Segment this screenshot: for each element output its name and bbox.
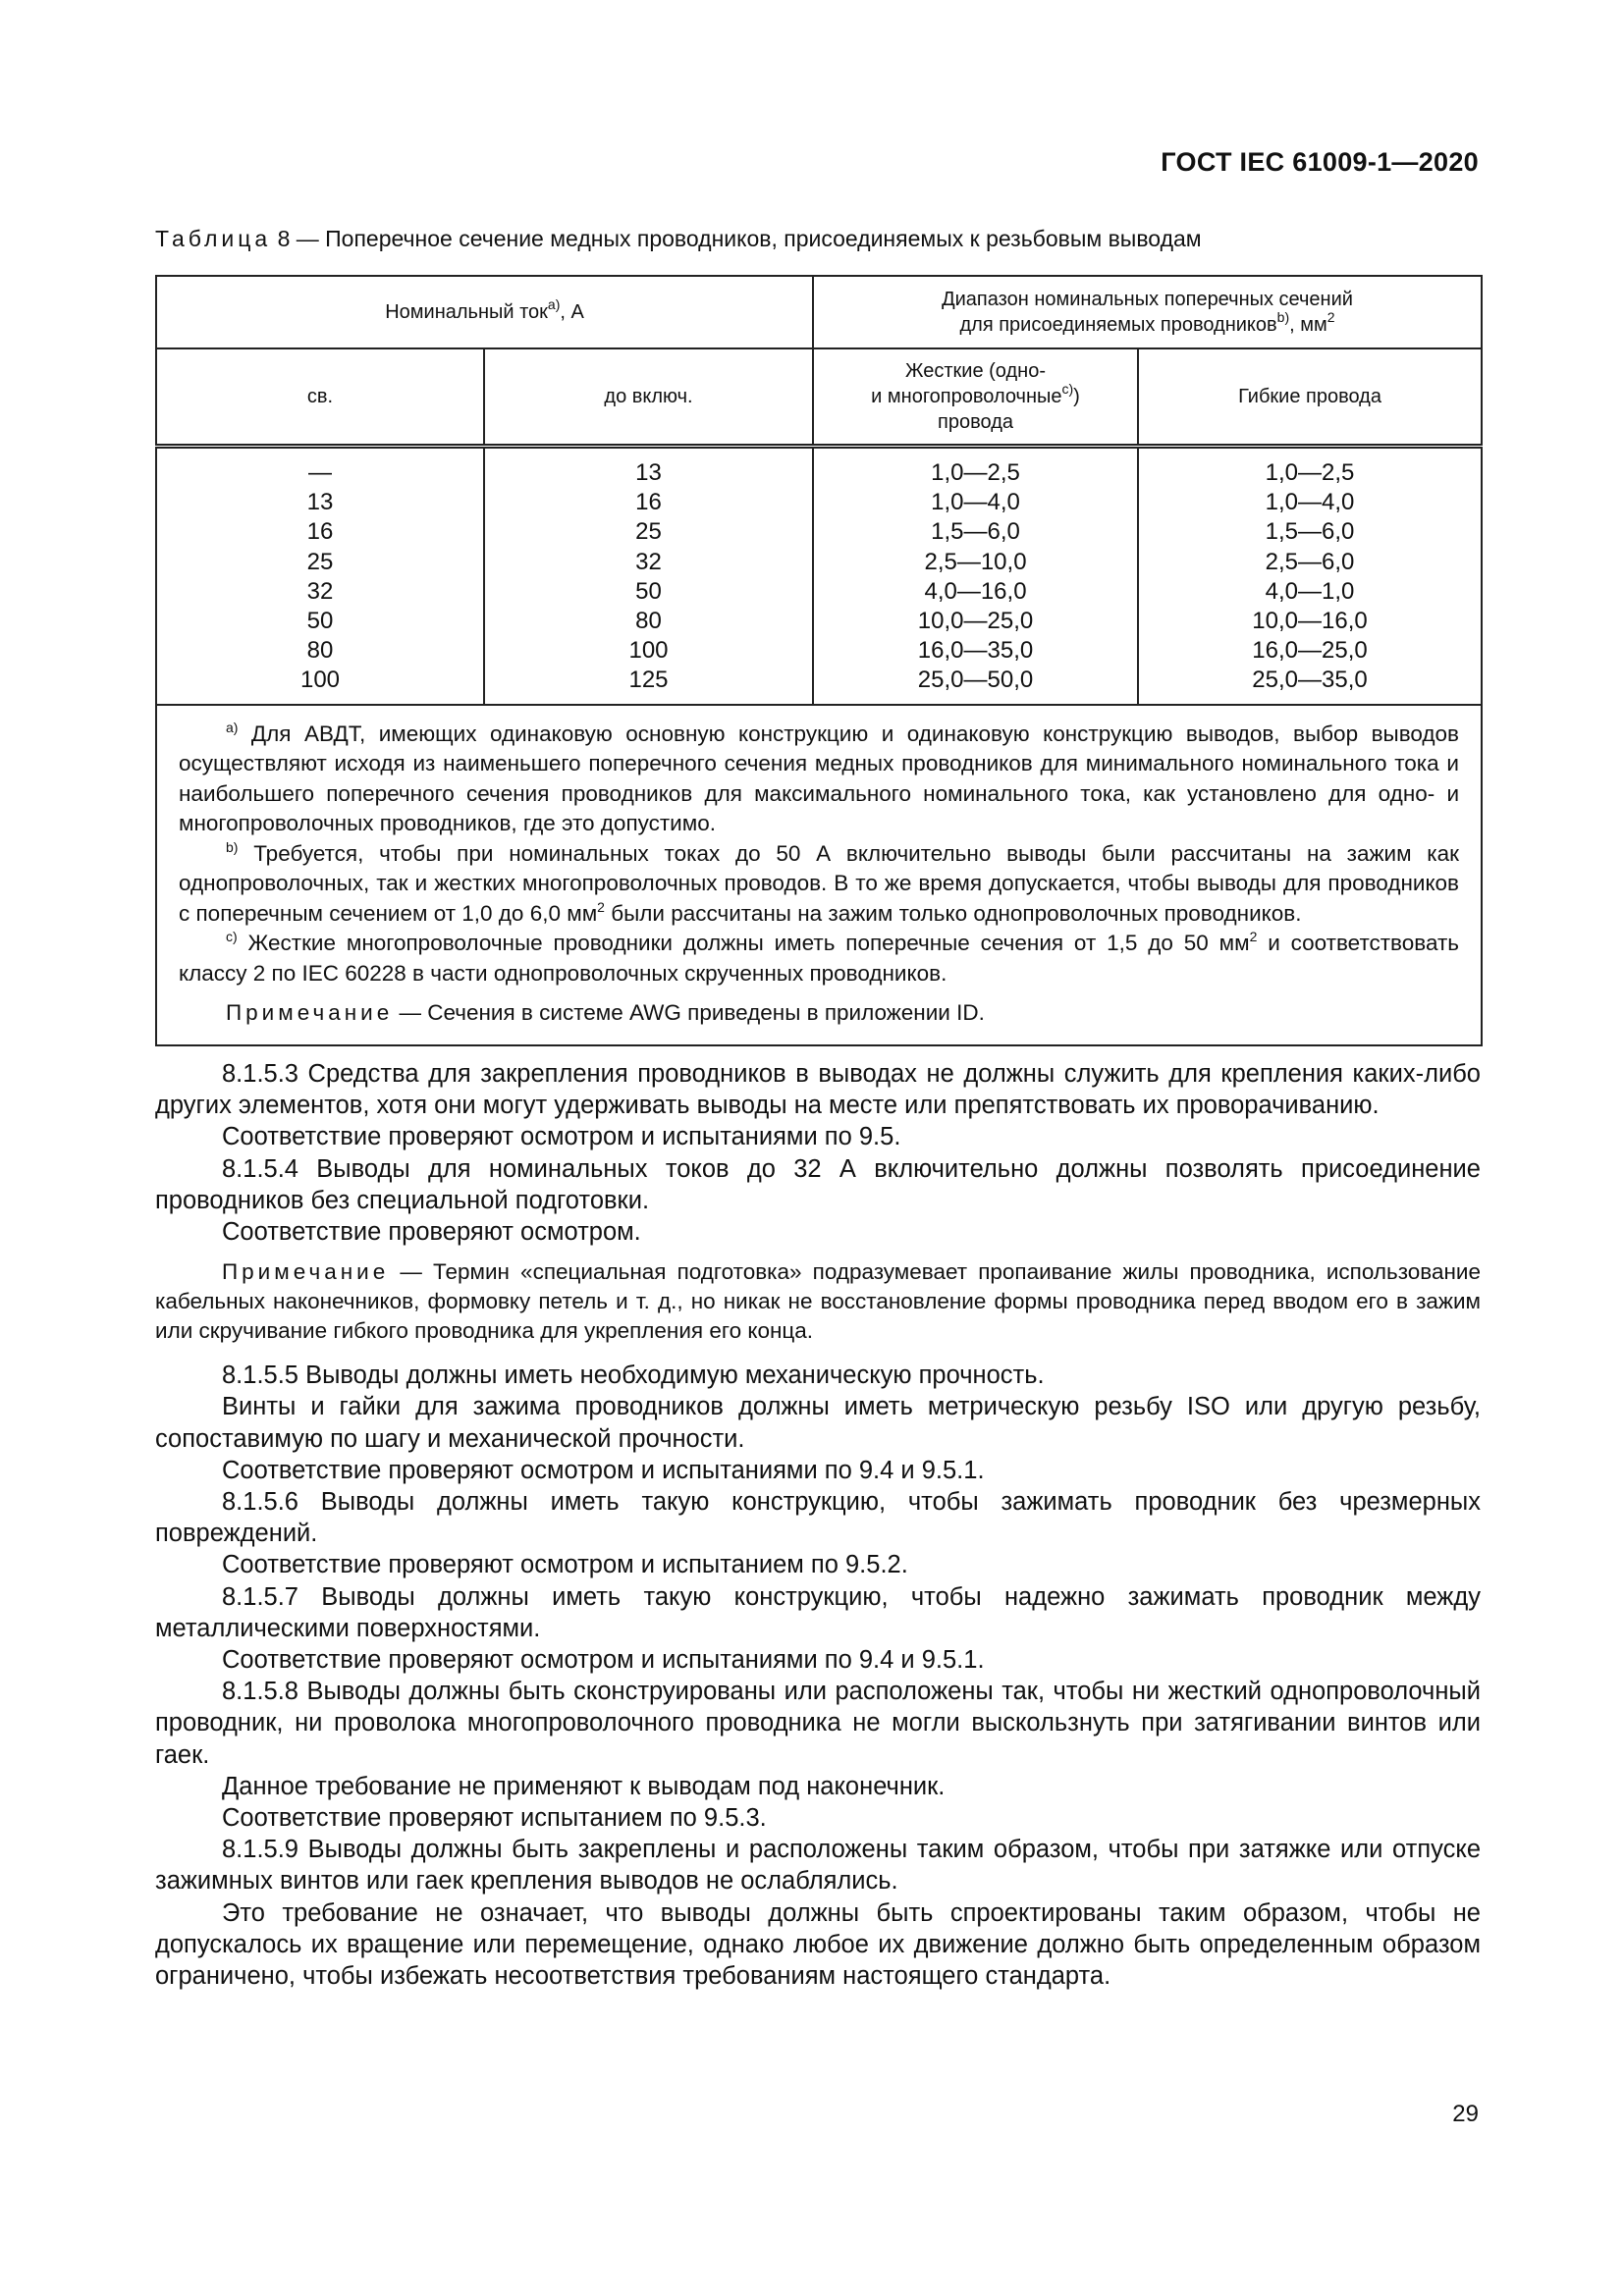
table-cell: 25,0—50,0	[917, 667, 1034, 694]
body-note: Примечание — Термин «специальная подготовка» подразумевает пропаивание жилы проводника, использование кабельных наконечников, формовку петель и т. д., но никак не восстановление формы проводника перед вводом его в зажим или скручивание гибкого проводника для укрепления его конца.	[155, 1259, 1481, 1344]
table-cell: 25,0—35,0	[1252, 667, 1368, 694]
page-number: 29	[1452, 2101, 1479, 2127]
paragraph: 8.1.5.6 Выводы должны иметь такую конструкцию, чтобы зажимать проводник без чрезмерных повреждений.	[155, 1488, 1481, 1548]
header-rigid: Жесткие (одно- и многопроволочные$^{c)}$) провода	[813, 348, 1138, 447]
table-cell: 13	[306, 489, 334, 516]
table-cell: 50	[306, 607, 334, 634]
paragraph: Соответствие проверяют осмотром и испытаниями по 9.4 и 9.5.1.	[222, 1456, 985, 1484]
paragraph: 8.1.5.4 Выводы для номинальных токов до 32 А включительно должны позволять присоединение проводников без специальной подготовки.	[155, 1154, 1481, 1214]
table-cell: 1,0—2,5	[1265, 459, 1355, 486]
column-rigid-values	[813, 447, 1138, 705]
table-note: Примечание — Сечения в системе AWG приведены в приложении ID.	[226, 1000, 985, 1025]
table-cell: 1,5—6,0	[1265, 518, 1355, 546]
table-cell: 16	[306, 518, 334, 546]
paragraph: 8.1.5.3 Средства для закрепления проводников в выводах не должны служить для крепления каких-либо других элементов, хотя они могут удерживать выводы на месте или препятствовать их проворачиванию.	[155, 1060, 1481, 1120]
paragraph: 8.1.5.5 Выводы должны иметь необходимую механическую прочность.	[222, 1362, 1045, 1390]
paragraph: 8.1.5.7 Выводы должны иметь такую конструкцию, чтобы надежно зажимать проводник между металлическими поверхностями.	[155, 1582, 1481, 1642]
table-cell: 4,0—16,0	[924, 577, 1027, 605]
table-caption	[155, 226, 1481, 252]
table-cell: 2,5—10,0	[924, 548, 1027, 575]
paragraph: Это требование не означает, что выводы должны быть спроектированы таким образом, чтобы не допускалось их вращение или перемещение, однако любое их движение должно быть определенным образом ограничено, чтобы избежать несоответствия требованиям настоящего стандарта.	[155, 1898, 1481, 1991]
table-cell: 16	[635, 489, 662, 516]
table-caption-label: Таблица	[155, 226, 272, 251]
table-cell: 100	[628, 637, 669, 665]
header-section-range: Диапазон номинальных поперечных сечений для присоединяемых проводников$^{b)}$, $мм^2$	[813, 276, 1482, 348]
column-from-values	[156, 447, 484, 705]
table-cell: 32	[635, 548, 662, 575]
header-rated-current: Номинальный ток$^{a)}$, А	[156, 276, 813, 348]
table-cell: 50	[635, 577, 662, 605]
paragraph: Данное требование не применяют к выводам под наконечник.	[222, 1772, 946, 1800]
table-cell: 80	[306, 637, 334, 665]
paragraph: 8.1.5.9 Выводы должны быть закреплены и расположены таким образом, чтобы при затяжке или отпуске зажимных винтов или гаек крепления выводов не ослаблялись.	[155, 1836, 1481, 1896]
table-cell: 25	[306, 548, 334, 575]
conductor-section-table	[155, 275, 1483, 1046]
header-flexible: Гибкие провода	[1138, 348, 1482, 447]
table-cell: 1,0—4,0	[931, 489, 1020, 516]
paragraph: Соответствие проверяют осмотром и испытанием по 9.5.2.	[222, 1551, 908, 1579]
table-cell: 32	[306, 577, 334, 605]
column-flexible-values	[1138, 447, 1482, 705]
table-footnotes	[156, 705, 1482, 1045]
footnote-c: $^{c)}$ Жесткие многопроволочные проводники должны иметь поперечные сечения от 1,5 до 50 $мм^2$ и соответствовать классу 2 по IEC 60228 в части однопроволочных скрученных проводников.	[179, 929, 1460, 986]
table-cell: 1,0—4,0	[1265, 489, 1355, 516]
paragraph: Соответствие проверяют осмотром.	[222, 1218, 641, 1247]
table-cell: 2,5—6,0	[1265, 548, 1355, 575]
table-cell: 80	[635, 607, 662, 634]
body-text	[155, 1058, 1481, 1992]
paragraph: Соответствие проверяют осмотром и испытаниями по 9.4 и 9.5.1.	[222, 1646, 985, 1675]
paragraph: Соответствие проверяют осмотром и испытаниями по 9.5.	[222, 1123, 901, 1151]
header-from: св.	[156, 348, 484, 447]
table-cell: 10,0—16,0	[1252, 607, 1368, 634]
column-to-values	[484, 447, 813, 705]
table-cell: 125	[628, 667, 669, 694]
paragraph: Винты и гайки для зажима проводников должны иметь метрическую резьбу ISO или другую резьбу, сопоставимую по шагу и механической прочности.	[155, 1393, 1481, 1453]
table-cell: 25	[635, 518, 662, 546]
table-cell: 10,0—25,0	[917, 607, 1034, 634]
table-cell: 16,0—35,0	[917, 637, 1034, 665]
table-cell: 13	[635, 459, 662, 486]
table-cell: 100	[299, 667, 341, 694]
table-cell: 4,0—1,0	[1265, 577, 1355, 605]
paragraph: 8.1.5.8 Выводы должны быть сконструированы или расположены так, чтобы ни жесткий однопроволочный проводник, ни проволока многопроволочного проводника не могли выскользнуть при затягивании винтов или гаек.	[155, 1678, 1481, 1769]
table-cell: 1,5—6,0	[931, 518, 1020, 546]
table-cell: 1,0—2,5	[931, 459, 1020, 486]
table-caption-text: 8 — Поперечное сечение медных проводников, присоединяемых к резьбовым выводам	[271, 226, 1202, 251]
table-cell: 16,0—25,0	[1252, 637, 1368, 665]
table-cell: —	[308, 459, 332, 486]
footnote-a: $^{a)}$ Для АВДТ, имеющих одинаковую основную конструкцию и одинаковую конструкцию выводов, выбор выводов осуществляют исходя из наименьшего поперечного сечения медных проводников для минимального номинального тока и наибольшего поперечного сечения проводников для максимального номинального тока, как установлено для одно- и многопроволочных проводников, где это допустимо.	[179, 719, 1460, 835]
paragraph: Соответствие проверяют испытанием по 9.5.3.	[222, 1804, 767, 1833]
header-to: до включ.	[484, 348, 813, 447]
footnote-b: $^{b)}$ Требуется, чтобы при номинальных токах до 50 А включительно выводы были рассчитаны на зажим как однопроволочных, так и жестких многопроволочных проводов. В то же время допускается, чтобы выводы для проводников с поперечным сечением от 1,0 до 6,0 $мм^2$ были рассчитаны на зажим только однопроволочных проводников.	[179, 838, 1460, 926]
document-code: ГОСТ IEC 61009-1—2020	[1161, 147, 1479, 177]
